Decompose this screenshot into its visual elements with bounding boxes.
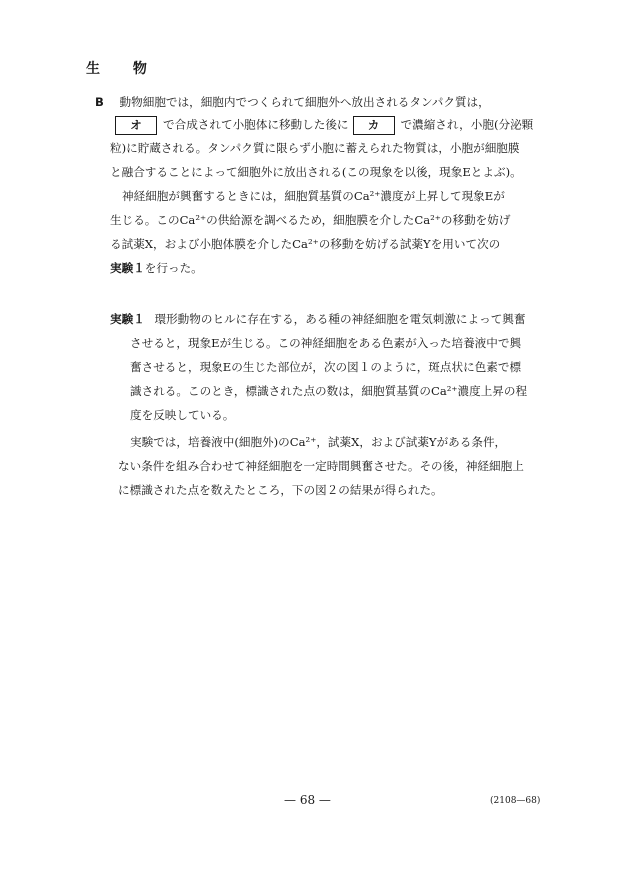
subject-heading: 生 物 <box>86 61 161 77</box>
experiment-reference: 実験１ <box>110 261 145 275</box>
section-label: B <box>95 95 104 109</box>
experiment-line-1 <box>110 311 526 327</box>
experiment-line-3: 奮させると，現象Eの生じた部位が，次の図１のように，斑点状に色素で標 <box>130 360 522 374</box>
section-line-5: 神経細胞が興奮するときには，細胞質基質のCa²⁺濃度が上昇して現象Eが <box>122 189 505 203</box>
exam-code: (2108—68) <box>490 796 541 806</box>
section-line-4: と融合することによって細胞外に放出される(この現象を以後，現象Eとよぶ)。 <box>110 165 522 179</box>
experiment-line-5: 度を反映している。 <box>130 408 235 422</box>
section-line-2 <box>115 116 533 135</box>
experiment-line-7: ない条件を組み合わせて神経細胞を一定時間興奮させた。その後，神経細胞上 <box>118 459 524 473</box>
section-line-6: 生じる。このCa²⁺の供給源を調べるため，細胞膜を介したCa²⁺の移動を妨げ <box>110 213 511 227</box>
section-text-9: を行った。 <box>144 261 203 275</box>
blank-box-ka: カ <box>353 116 395 135</box>
experiment-line-8: に標識された点を数えたところ，下の図２の結果が得られた。 <box>118 483 443 497</box>
section-line-3: 粒)に貯蔵される。タンパク質に限らず小胞に蓄えられた物質は，小胞が細胞膜 <box>110 141 520 155</box>
experiment-text-1: 環形動物のヒルに存在する，ある種の神経細胞を電気刺激によって興奮 <box>154 312 526 326</box>
page-number: — 68 — <box>284 793 331 807</box>
experiment-label: 実験１ <box>110 312 145 326</box>
section-line-1 <box>95 94 490 110</box>
section-text-2: で合成されて小胞体に移動した後に <box>163 117 349 132</box>
experiment-line-6: 実験では，培養液中(細胞外)のCa²⁺，試薬X，および試薬Yがある条件， <box>130 435 507 449</box>
section-line-8 <box>110 260 203 276</box>
blank-box-o: オ <box>115 116 157 135</box>
section-text-1: 動物細胞では，細胞内でつくられて細胞外へ放出されるタンパク質は， <box>119 95 490 109</box>
experiment-line-2: させると，現象Eが生じる。この神経細胞をある色素が入った培養液中で興 <box>130 336 522 350</box>
experiment-line-4: 識される。このとき，標識された点の数は，細胞質基質のCa²⁺濃度上昇の程 <box>130 384 528 398</box>
section-line-7: る試薬X，および小胞体膜を介したCa²⁺の移動を妨げる試薬Yを用いて次の <box>110 237 501 251</box>
section-text-3: で濃縮され，小胞(分泌顆 <box>400 117 534 132</box>
